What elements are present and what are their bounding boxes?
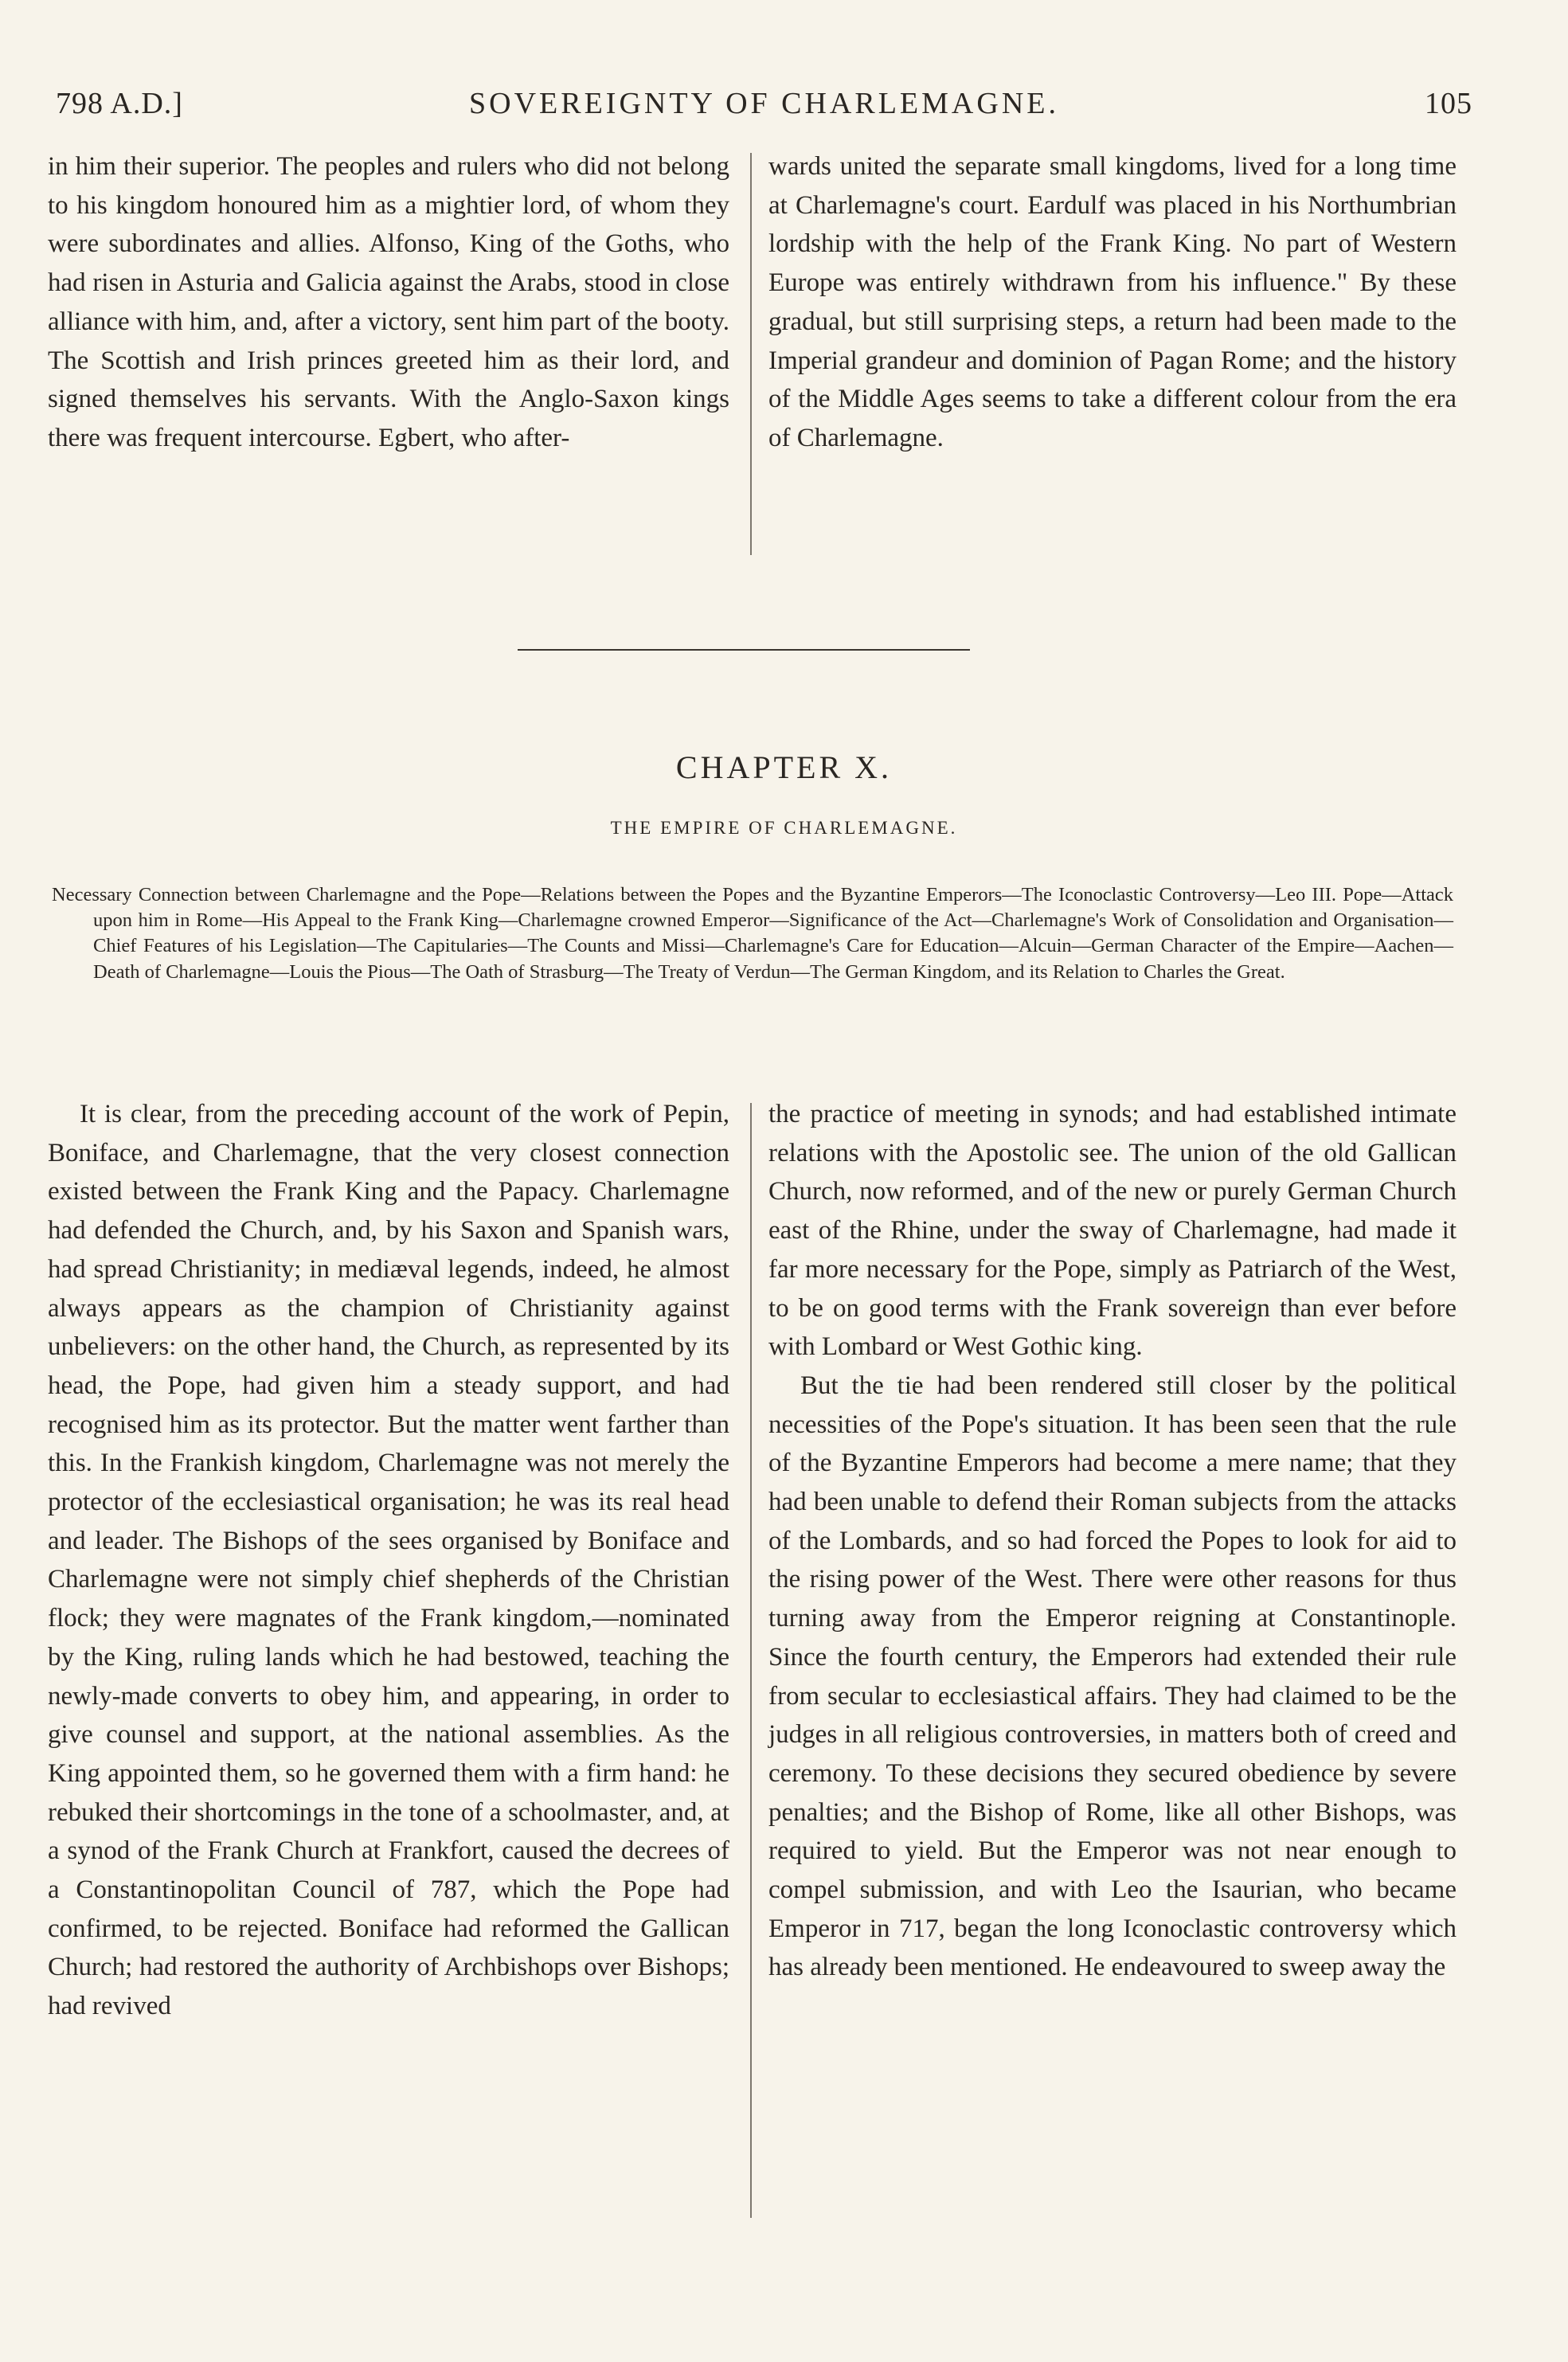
column-divider-main xyxy=(750,1103,752,2218)
body-paragraph: It is clear, from the preceding account of the work of Pepin, Boniface, and Charlemagne, that the very closest connection existed between the Frank King and the Papacy. Charlemagne had defended the Church, and, by his Saxon and Spanish wars, had spread Christianity; in mediæval legends, indeed, he almost always appears as the champion of Christianity against unbelievers: on the other hand, the Church, as represented by its head, the Pope, had given him a steady support, and had recognised him as its protector. But the matter went farther than this. In the Frankish kingdom, Charlemagne was not merely the protector of the ecclesiastical organisation; he was its real head and leader. The Bishops of the sees organised by Boniface and Charlemagne were not simply chief shepherds of the Christian flock; they were magnates of the Frank kingdom,—nominated by the King, ruling lands which he had bestowed, teaching the newly-made converts to obey him, and appearing, in order to give counsel and support, at the national assemblies. As the King appointed them, so he governed them with a firm hand: he rebuked their shortcomings in the tone of a schoolmaster, and, at a synod of the Frank Church at Frankfort, caused the decrees of a Constantinopolitan Council of 787, which the Pope had confirmed, to be rejected. Boniface had reformed the Gallican Church; had restored the authority of Archbishops over Bishops; had revived xyxy=(48,1100,729,2021)
top-right-column xyxy=(768,147,1457,458)
top-left-column xyxy=(48,147,729,458)
page-number: 105 xyxy=(1425,87,1472,120)
top-right-paragraph: wards united the separate small kingdoms, lived for a long time at Charlemagne's court. Eardulf was placed in his Northumbrian lordship with the help of the Frank King. No part of Western Europe was entirely withdrawn from his influence." By these gradual, but still surprising steps, a return had been made to the Imperial grandeur and dominion of Pagan Rome; and the history of the Middle Ages seems to take a different colour from the era of Charlemagne. xyxy=(768,152,1457,452)
running-head xyxy=(56,86,1472,134)
body-paragraph: the practice of meeting in synods; and had established intimate relations with the Apostolic see. The union of the old Gallican Church, now reformed, and of the new or purely German Church east of the Rhine, under the sway of Charlemagne, had made it far more necessary for the Pope, simply as Patriarch of the West, to be on good terms with the Frank sovereign than ever before with Lombard or West Gothic king. xyxy=(768,1100,1457,1362)
chapter-summary: Necessary Connection between Charlemagne and the Pope—Relations between the Popes and the Byzantine Emperors—The Iconoclastic Controversy—Leo III. Pope—Attack upon him in Rome—His Appeal to the Frank King—Charlemagne crowned Emperor—Significance of the Act—Charlemagne's Work of Consolidation and Organisation—Chief Features of his Legislation—The Capitularies—The Counts and Missi—Charlemagne's Care for Education—Alcuin—German Character of the Empire—Aachen—Death of Charlemagne—Louis the Pious—The Oath of Strasburg—The Treaty of Verdun—The German Kingdom, and its Relation to Charles the Great. xyxy=(52,884,1453,983)
top-left-paragraph: in him their superior. The peoples and rulers who did not belong to his kingdom honoured him as a mightier lord, of whom they were subordinates and allies. Alfonso, King of the Goths, who had risen in Asturia and Galicia against the Arabs, stood in close alliance with him, and, after a victory, sent him part of the booty. The Scottish and Irish princes greeted him as their lord, and signed themselves his servants. With the Anglo-Saxon kings there was frequent intercourse. Egbert, who after- xyxy=(48,152,729,452)
chapter-title: CHAPTER X. xyxy=(675,749,893,785)
body-paragraph: But the tie had been rendered still closer by the political necessities of the Pope's situation. It has been seen that the rule of the Byzantine Emperors had become a mere name; that they had been unable to defend their Roman subjects from the attacks of the Lombards, and so had forced the Popes to look for aid to the rising power of the West. There were other reasons for thus turning away from the Emperor reigning at Constantinople. Since the fourth century, the Emperors had extended their rule from secular to ecclesiastical affairs. They had claimed to be the judges in all religious controversies, in matters both of creed and ceremony. To these decisions they secured obedience by severe penalties; and the Bishop of Rome, like all other Bishops, was required to yield. But the Emperor was not near enough to compel submission, and with Leo the Isaurian, who became Emperor in 717, began the long Iconoclastic controversy which has already been mentioned. He endeavoured to sweep away the xyxy=(768,1371,1457,1982)
body-left-column xyxy=(48,1095,729,2026)
running-head-date: 798 A.D.] xyxy=(56,87,183,120)
chapter-separator-rule xyxy=(518,649,970,651)
running-head-title: SOVEREIGNTY OF CHARLEMAGNE. xyxy=(469,87,1059,120)
column-divider-top xyxy=(750,153,752,555)
body-right-column xyxy=(768,1095,1457,1987)
chapter-subtitle: THE EMPIRE OF CHARLEMAGNE. xyxy=(610,818,958,838)
